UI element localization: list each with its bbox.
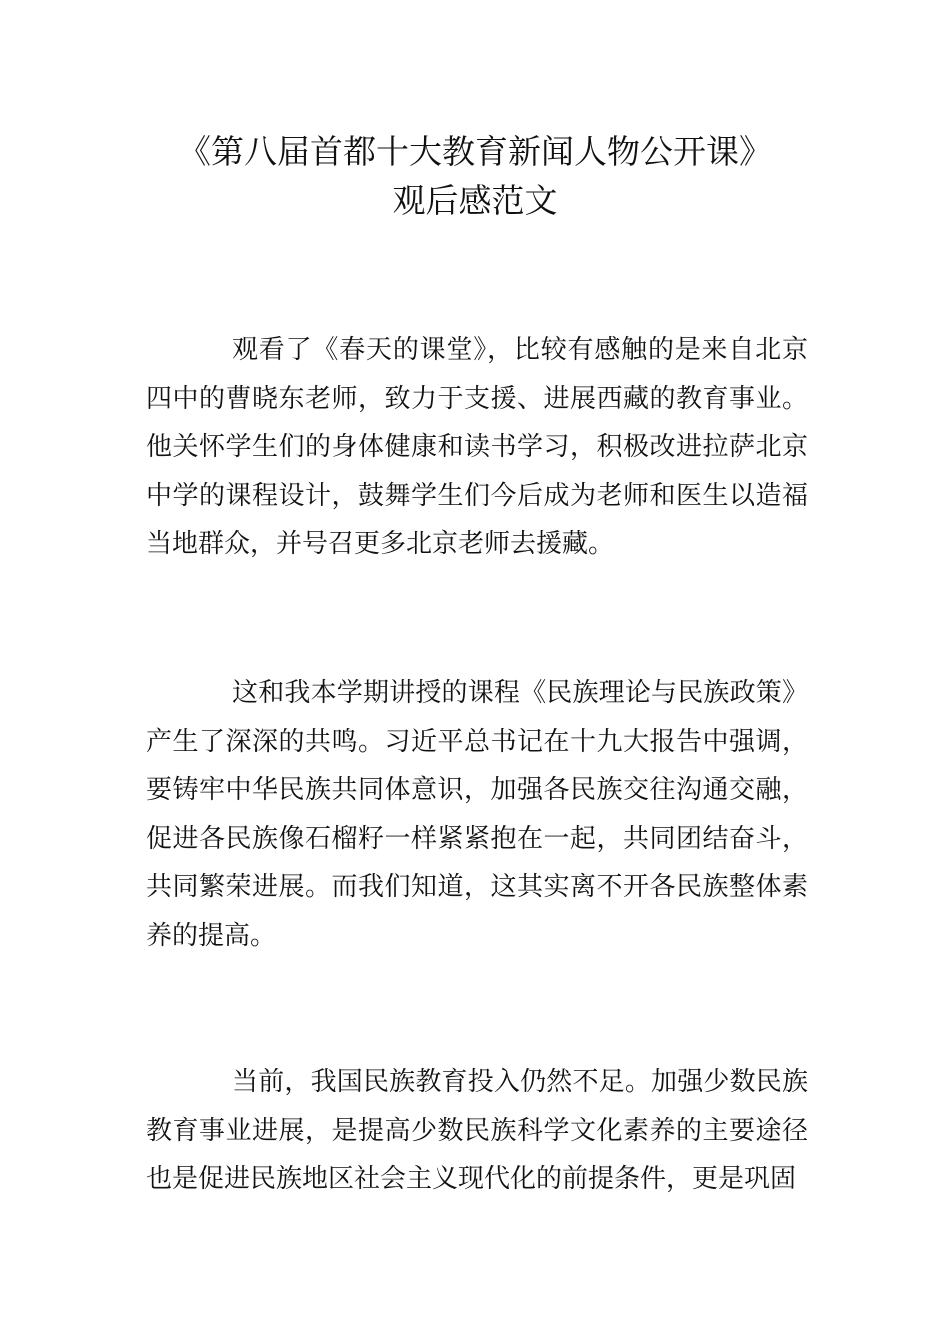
document-title-line-1: 《第八届首都十大教育新闻人物公开课》 bbox=[178, 132, 772, 171]
paragraph-1: 观看了《春天的课堂》，比较有感触的是来自北京四中的曹晓东老师，致力于支援、进展西藏的教育事业。他关怀学生们的身体健康和读书学习，积极改进拉萨北京中学的课程设计，鼓舞学生们今后成为老师和医生以造福当地群众，并号召更多北京老师去援藏。 bbox=[146, 335, 808, 560]
paragraph-3: 当前，我国民族教育投入仍然不足。加强少数民族教育事业进展，是提高少数民族科学文化素养的主要途径也是促进民族地区社会主义现代化的前提条件，更是巩固 bbox=[146, 1067, 808, 1195]
paragraph-2: 这和我本学期讲授的课程《民族理论与民族政策》产生了深深的共鸣。习近平总书记在十九大报告中强调，要铸牢中华民族共同体意识，加强各民族交往沟通交融，促进各民族像石榴籽一样紧紧抱在一起，共同团结奋斗，共同繁荣进展。而我们知道，这其实离不开各民族整体素养的提高。 bbox=[146, 678, 808, 951]
document-title-line-2: 观后感范文 bbox=[392, 181, 558, 220]
